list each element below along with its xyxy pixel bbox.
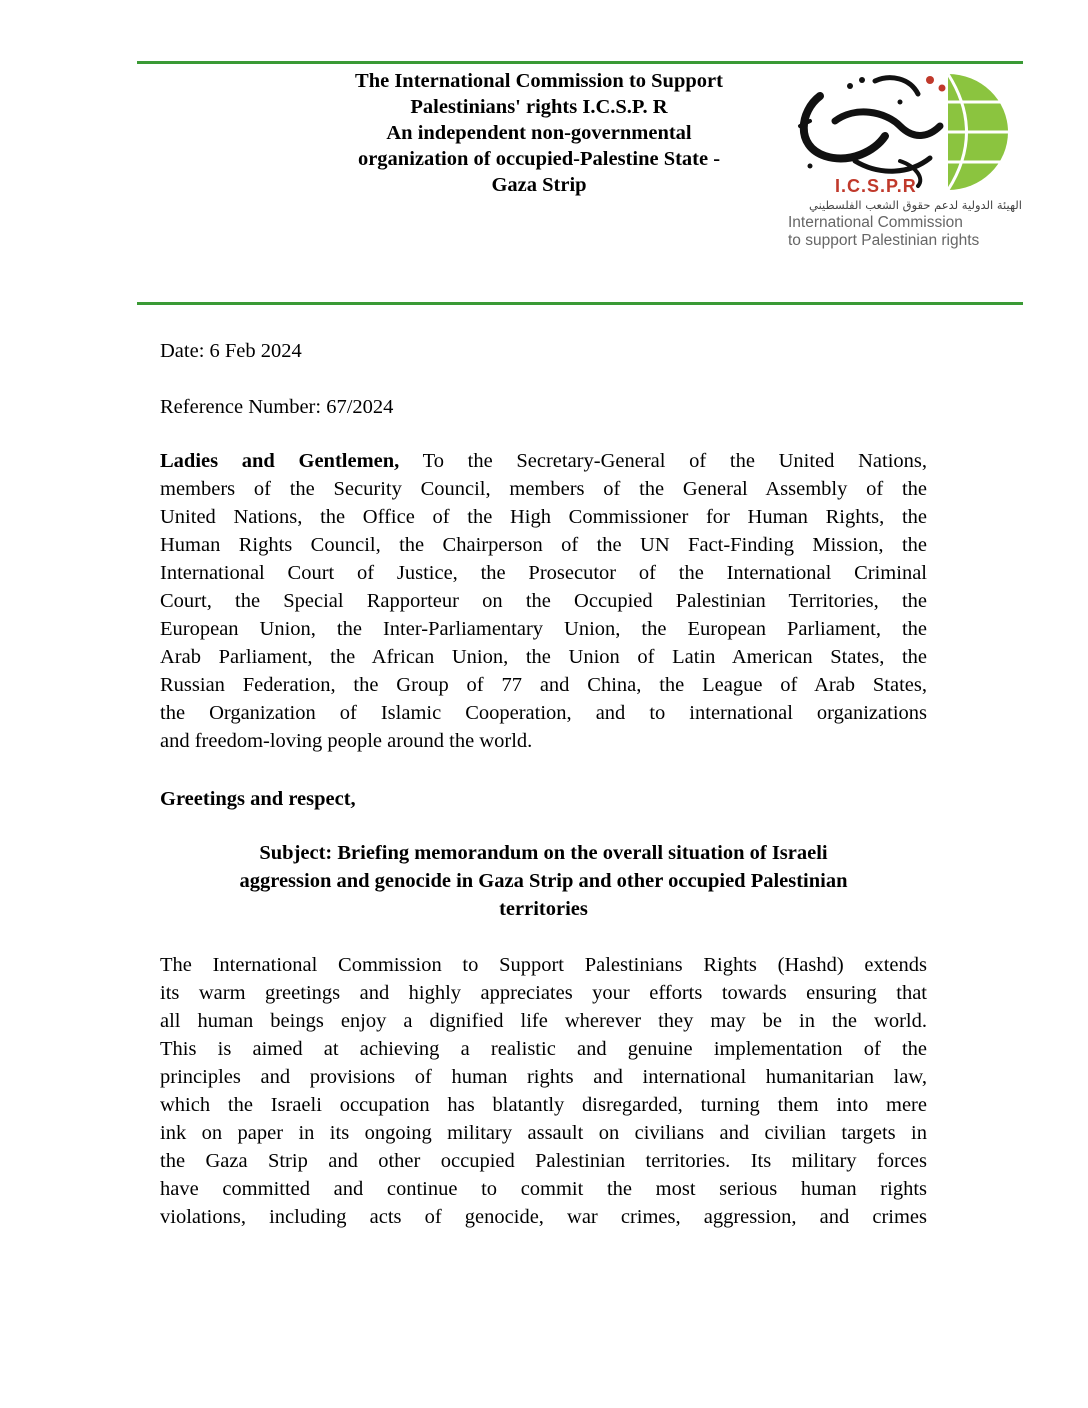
letter-date: Date: 6 Feb 2024 xyxy=(160,340,302,362)
salutation-line: Human Rights Council, the Chairperson of the UN Fact-Finding Mission, the xyxy=(160,534,927,556)
subject-line: Subject: Briefing memorandum on the overall situation of Israeli xyxy=(259,842,828,864)
reference-number: Reference Number: 67/2024 xyxy=(160,396,394,418)
salutation-line: members of the Security Council, members of the General Assembly of the xyxy=(160,478,927,500)
body-line: This is aimed at achieving a realistic and genuine implementation of the xyxy=(160,1038,927,1060)
salutation-bold: Ladies and Gentlemen, xyxy=(160,450,400,472)
organization-header xyxy=(300,68,778,198)
logo-english-line1: International Commission xyxy=(788,214,963,231)
salutation-line: Russian Federation, the Group of 77 and China, the League of Arab States, xyxy=(160,674,927,696)
body-line: principles and provisions of human rights and international humanitarian law, xyxy=(160,1066,927,1088)
salutation-line: the Organization of Islamic Cooperation, and to international organizations xyxy=(160,702,927,724)
salutation-line: European Union, the Inter-Parliamentary Union, the European Parliament, the xyxy=(160,618,927,640)
salutation-line: Court, the Special Rapporteur on the Occupied Palestinian Territories, the xyxy=(160,590,927,612)
header-line: organization of occupied-Palestine State - xyxy=(357,148,721,170)
salutation-text: To the Secretary-General of the United Nations, xyxy=(399,450,927,472)
body-line: its warm greetings and highly appreciates your efforts towards ensuring that xyxy=(160,982,927,1004)
body-line: which the Israeli occupation has blatantly disregarded, turning them into mere xyxy=(160,1094,927,1116)
subject-line: aggression and genocide in Gaza Strip and other occupied Palestinian xyxy=(239,870,848,892)
body-line: the Gaza Strip and other occupied Palestinian territories. Its military forces xyxy=(160,1150,927,1172)
body-line: ink on paper in its ongoing military assault on civilians and civilian targets in xyxy=(160,1122,927,1144)
header-line: The International Commission to Support xyxy=(355,70,723,92)
header-line: An independent non-governmental xyxy=(386,122,692,144)
header-bottom-rule xyxy=(137,302,1023,305)
greeting: Greetings and respect, xyxy=(160,788,356,810)
header-line: Gaza Strip xyxy=(491,174,587,196)
salutation-line: Arab Parliament, the African Union, the Union of Latin American States, the xyxy=(160,646,927,668)
logo-english-line2: to support Palestinian rights xyxy=(788,232,980,249)
body-line: The International Commission to Support Palestinians Rights (Hashd) extends xyxy=(160,954,927,976)
body-line: all human beings enjoy a dignified life wherever they may be in the world. xyxy=(160,1010,927,1032)
body-line: violations, including acts of genocide, war crimes, aggression, and crimes xyxy=(160,1206,927,1228)
logo-arabic-text: الهيئة الدولية لدعم حقوق الشعب الفلسطيني xyxy=(809,198,1022,212)
header-top-rule xyxy=(137,61,1023,64)
subject-line: territories xyxy=(499,898,588,920)
header-line: Palestinians' rights I.C.S.P. R xyxy=(410,96,668,118)
organization-logo xyxy=(780,66,1025,256)
salutation-line: United Nations, the Office of the High Commissioner for Human Rights, the xyxy=(160,506,927,528)
salutation-line xyxy=(160,448,927,475)
logo-acronym: I.C.S.P.R xyxy=(835,176,917,196)
body-line: have committed and continue to commit the most serious human rights xyxy=(160,1178,927,1200)
salutation-line: International Court of Justice, the Prosecutor of the International Criminal xyxy=(160,562,927,584)
salutation-line: and freedom-loving people around the world. xyxy=(160,730,533,752)
